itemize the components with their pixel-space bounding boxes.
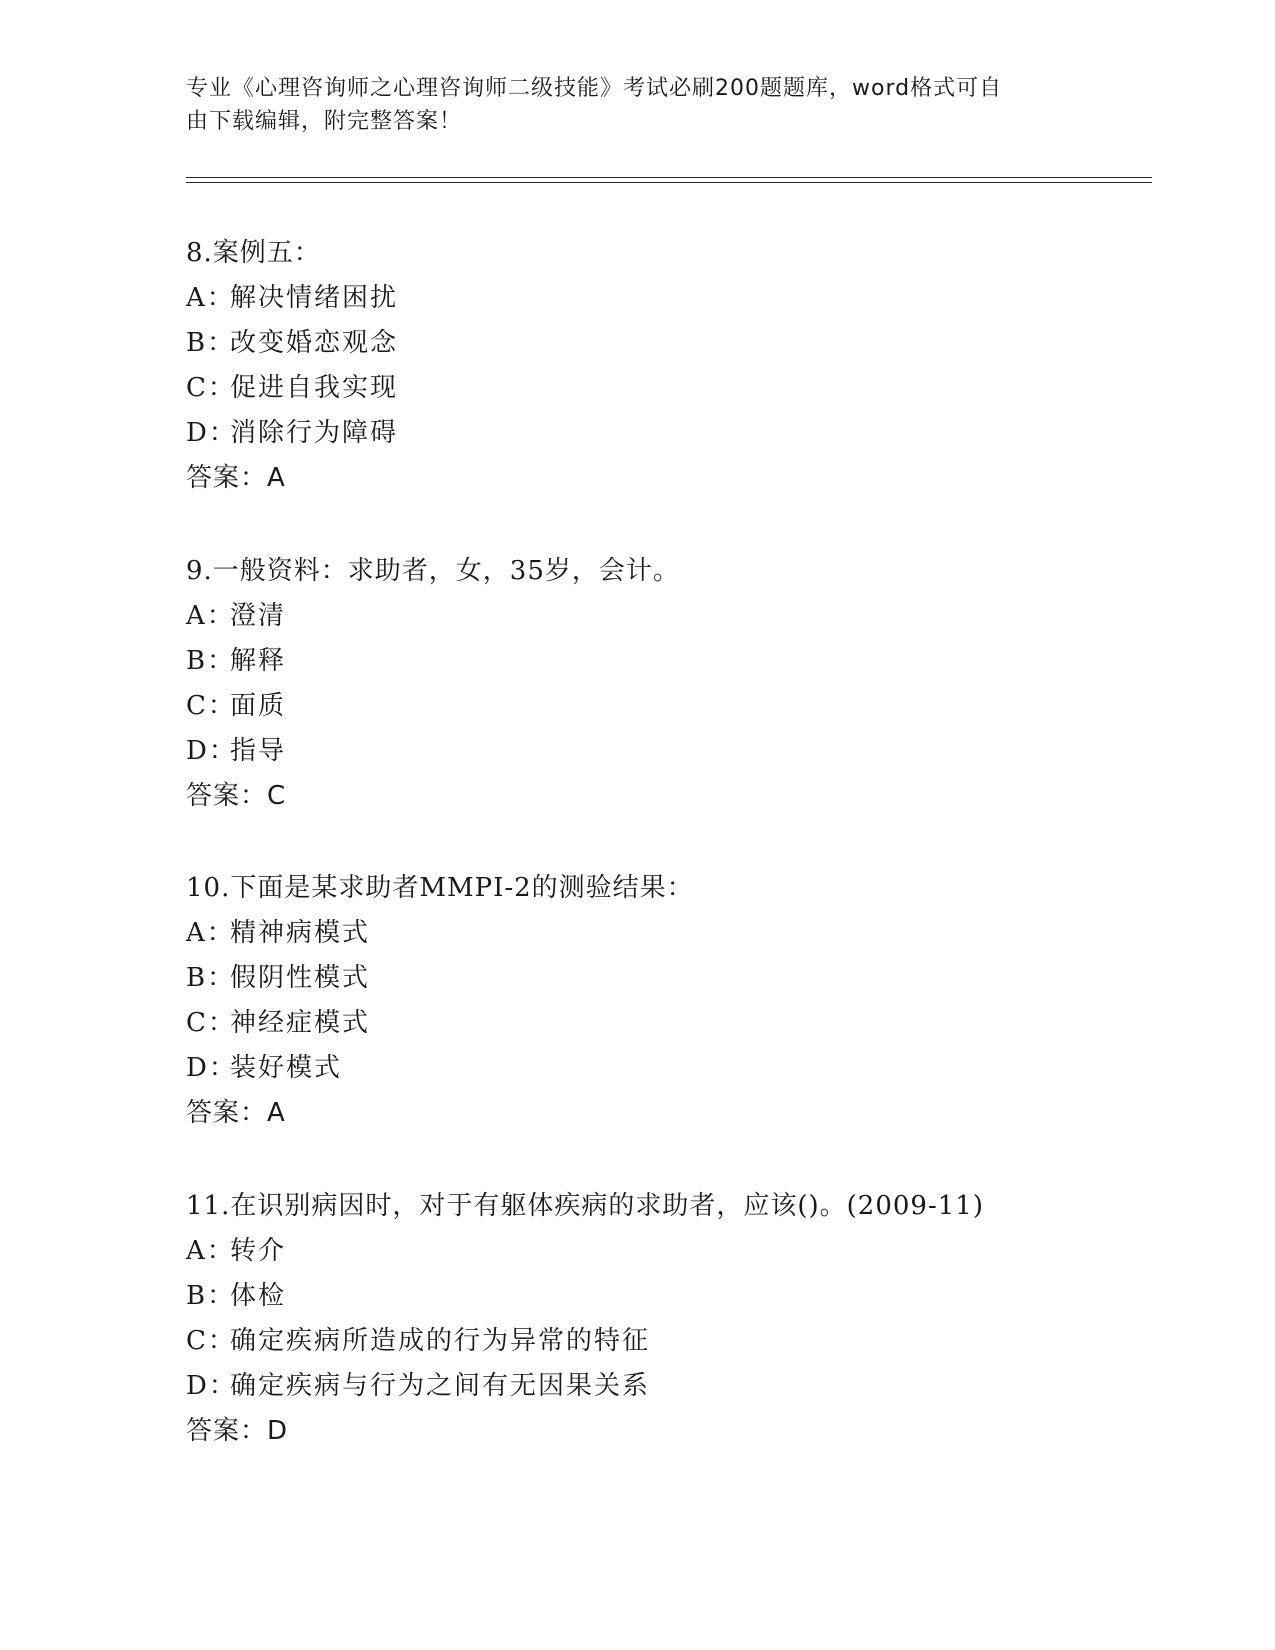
option-d <box>186 729 1166 774</box>
option-label: D： <box>186 736 237 766</box>
header-divider-top <box>186 177 1152 178</box>
option-label: C： <box>186 373 236 403</box>
option-b <box>186 1274 1166 1319</box>
option-text: 改变婚恋观念 <box>230 328 399 358</box>
option-text: 解释 <box>230 646 287 676</box>
question-block <box>186 866 1166 1136</box>
answer-line: 答案：A <box>186 463 286 493</box>
option-text: 神经症模式 <box>230 1008 371 1038</box>
question-title: 8.案例五： <box>186 238 321 268</box>
option-text: 转介 <box>230 1236 287 1266</box>
option-a <box>186 276 1166 321</box>
option-label: C： <box>186 1008 236 1038</box>
option-label: D： <box>186 418 237 448</box>
option-text: 面质 <box>230 691 287 721</box>
option-label: A： <box>186 1236 235 1266</box>
header-line-2: 由下载编辑，附完整答案！ <box>186 109 463 134</box>
answer-line: 答案：C <box>186 781 287 811</box>
question-title: 9.一般资料：求助者，女，35岁，会计。 <box>186 556 680 586</box>
question-block <box>186 1184 1166 1454</box>
option-a <box>186 594 1166 639</box>
option-label: C： <box>186 691 236 721</box>
option-text: 消除行为障碍 <box>230 418 399 448</box>
question-block <box>186 231 1166 501</box>
option-c <box>186 1319 1166 1364</box>
question-title: 11.在识别病因时，对于有躯体疾病的求助者，应该()。(2009-11) <box>186 1191 984 1221</box>
header-divider-bottom <box>186 182 1152 183</box>
option-label: B： <box>186 646 236 676</box>
option-text: 体检 <box>230 1281 287 1311</box>
option-text: 精神病模式 <box>230 918 371 948</box>
option-text: 确定疾病与行为之间有无因果关系 <box>230 1371 651 1401</box>
document-header <box>186 72 1086 138</box>
option-c <box>186 366 1166 411</box>
option-text: 装好模式 <box>230 1053 343 1083</box>
option-text: 促进自我实现 <box>230 373 399 403</box>
option-label: C： <box>186 1326 236 1356</box>
option-a <box>186 911 1166 956</box>
option-c <box>186 1001 1166 1046</box>
option-text: 解决情绪困扰 <box>230 283 399 313</box>
option-label: D： <box>186 1371 237 1401</box>
option-text: 指导 <box>230 736 287 766</box>
option-label: D： <box>186 1053 237 1083</box>
option-a <box>186 1229 1166 1274</box>
option-d <box>186 411 1166 456</box>
answer-line: 答案：A <box>186 1098 286 1128</box>
option-d <box>186 1364 1166 1409</box>
option-label: B： <box>186 328 236 358</box>
option-c <box>186 684 1166 729</box>
option-text: 确定疾病所造成的行为异常的特征 <box>230 1326 651 1356</box>
option-b <box>186 639 1166 684</box>
question-block <box>186 549 1166 819</box>
question-title: 10.下面是某求助者MMPI-2的测验结果： <box>186 873 694 903</box>
option-text: 澄清 <box>230 601 287 631</box>
option-label: A： <box>186 601 235 631</box>
header-line-1: 专业《心理咨询师之心理咨询师二级技能》考试必刷200题题库，word格式可自 <box>186 76 1003 101</box>
option-label: B： <box>186 963 236 993</box>
option-label: A： <box>186 918 235 948</box>
option-b <box>186 321 1166 366</box>
option-text: 假阴性模式 <box>230 963 371 993</box>
option-d <box>186 1046 1166 1091</box>
option-label: A： <box>186 283 235 313</box>
option-b <box>186 956 1166 1001</box>
answer-line: 答案：D <box>186 1416 289 1446</box>
option-label: B： <box>186 1281 236 1311</box>
